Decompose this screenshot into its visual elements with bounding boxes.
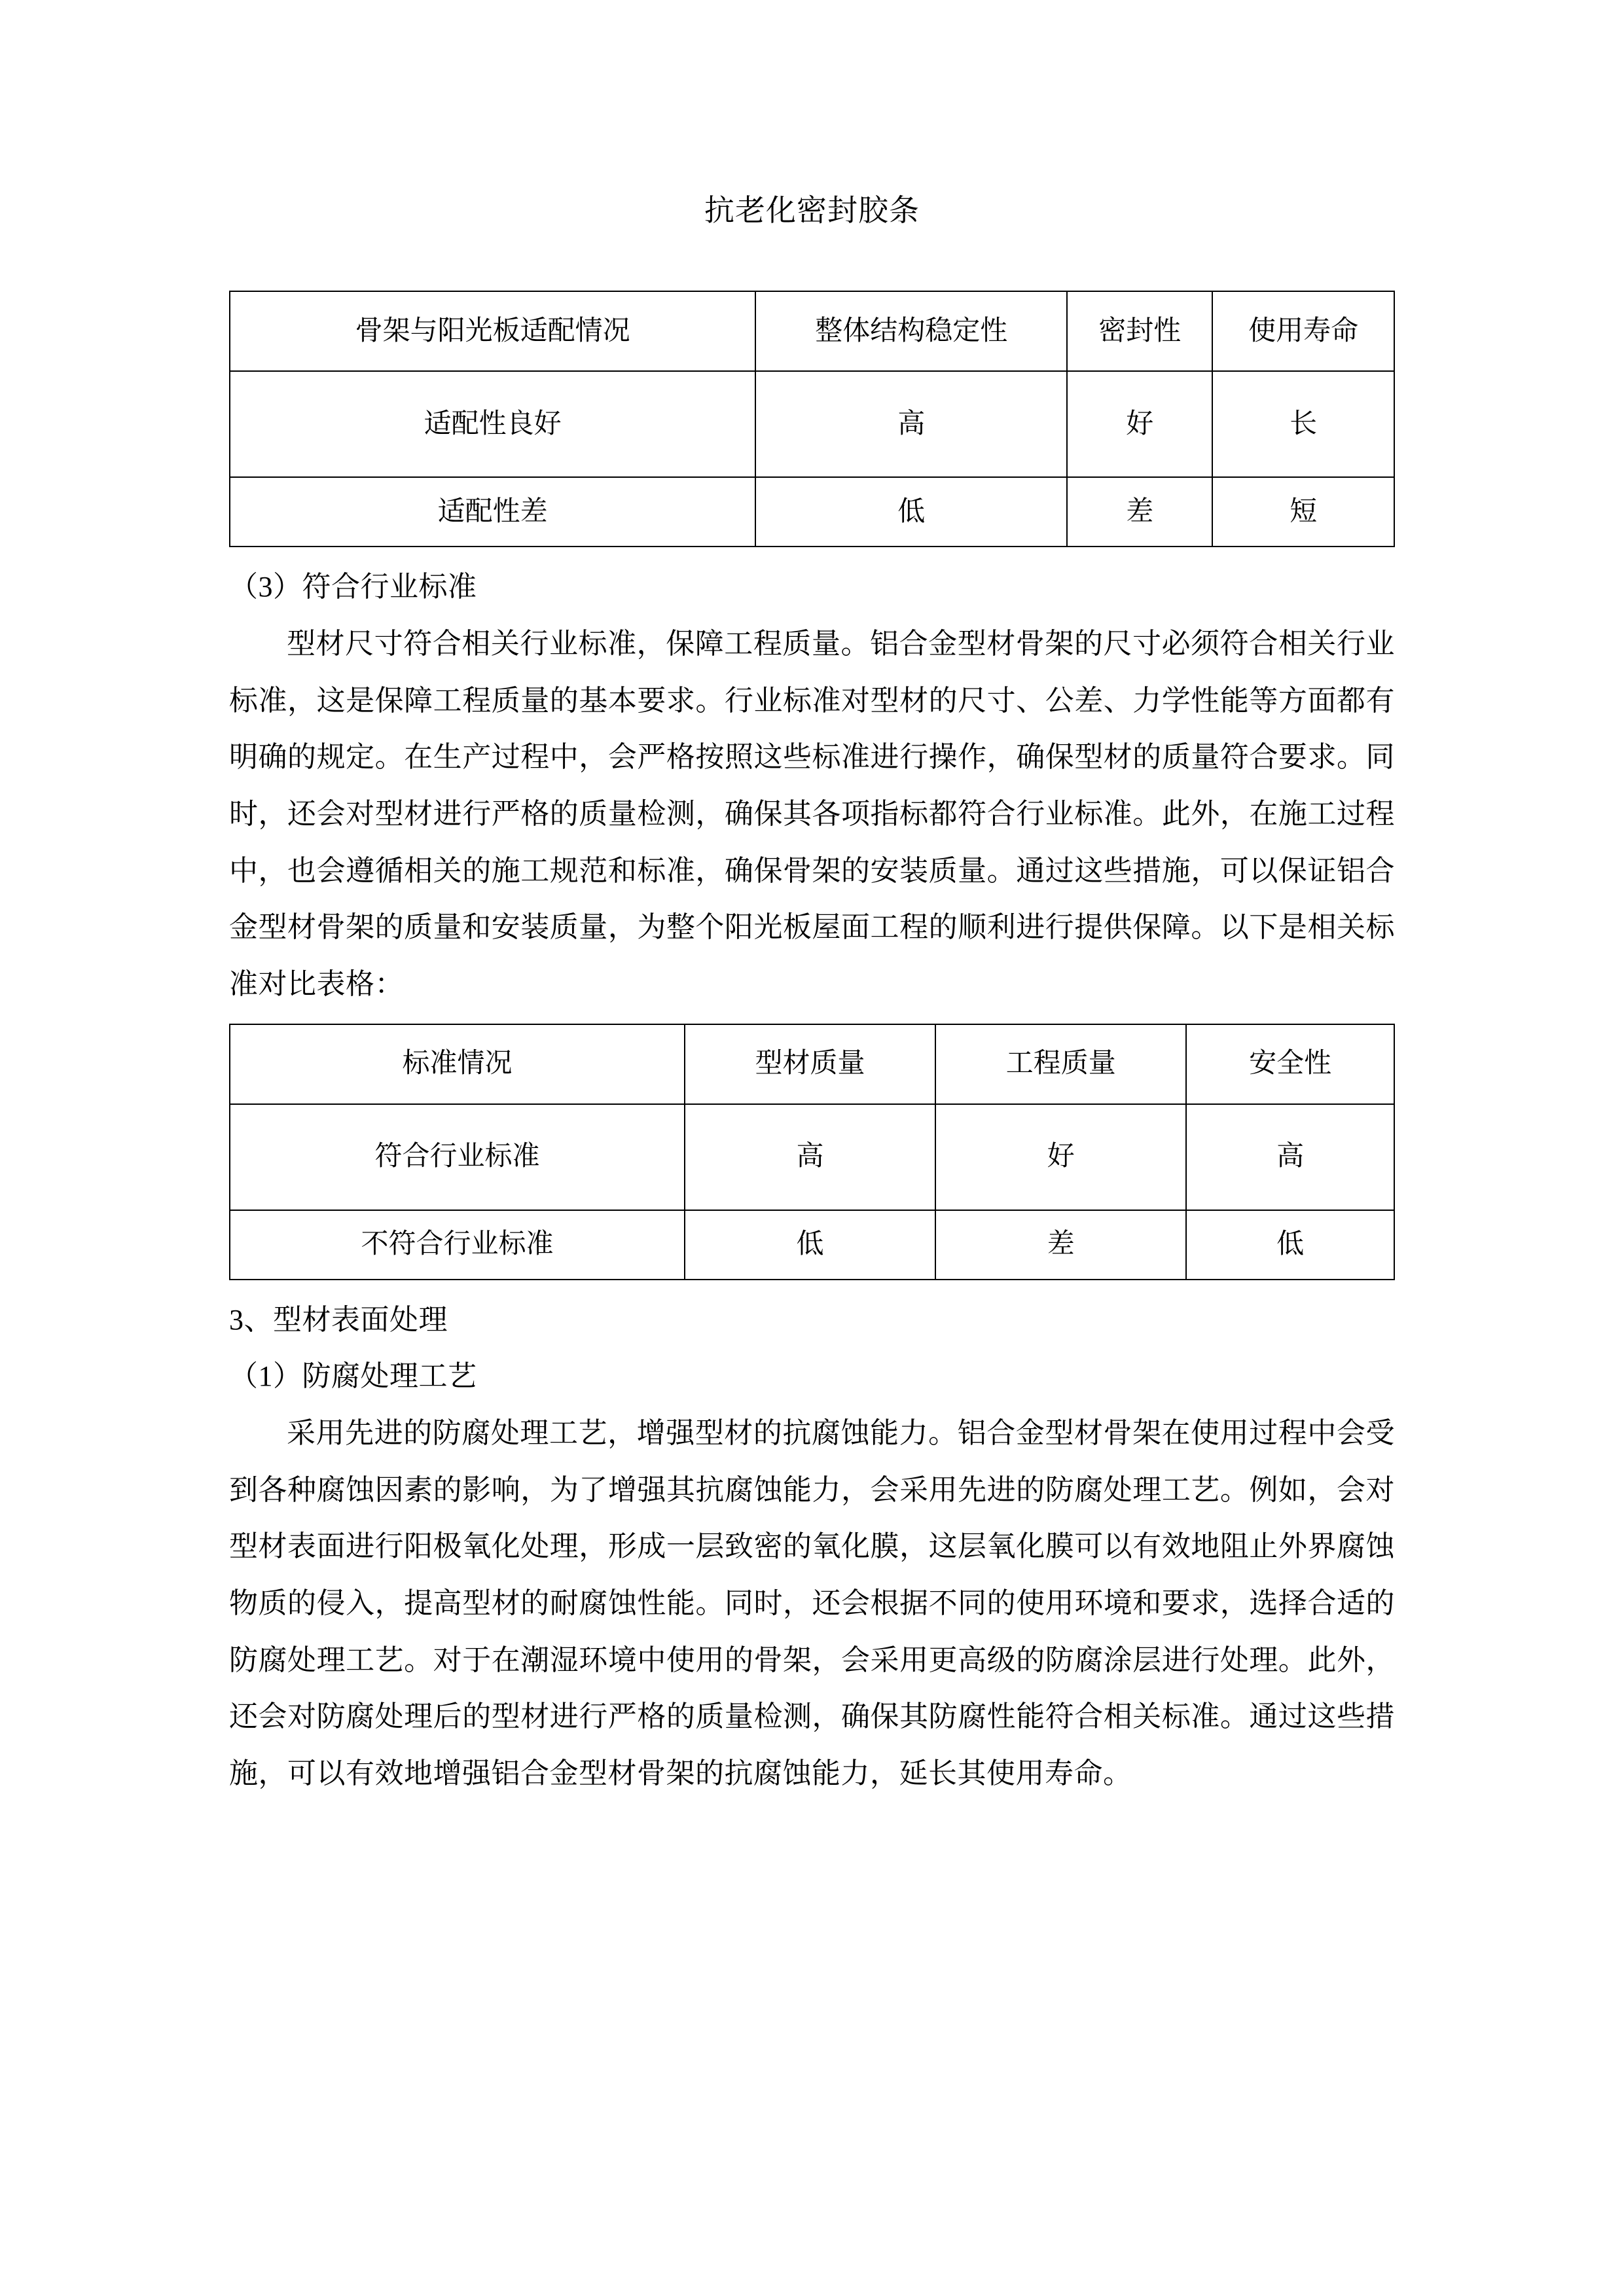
table-row xyxy=(230,477,1394,547)
table-header-cell: 型材质量 xyxy=(685,1024,935,1104)
table-header-cell: 骨架与阳光板适配情况 xyxy=(230,291,755,371)
adaptability-comparison-table xyxy=(229,291,1395,547)
table-header-cell: 工程质量 xyxy=(935,1024,1186,1104)
table-header-cell: 密封性 xyxy=(1067,291,1212,371)
table-header-cell: 标准情况 xyxy=(230,1024,685,1104)
table-cell: 高 xyxy=(1186,1104,1394,1210)
table-cell: 适配性差 xyxy=(230,477,755,547)
table-cell: 低 xyxy=(1186,1210,1394,1280)
table-cell: 低 xyxy=(755,477,1067,547)
spacer xyxy=(229,547,1395,559)
section-heading-surface: 3、型材表面处理 xyxy=(229,1303,448,1336)
table-row xyxy=(230,371,1394,477)
table-header-cell: 安全性 xyxy=(1186,1024,1394,1104)
section-heading-standard: （3）符合行业标准 xyxy=(229,571,477,603)
table-cell: 低 xyxy=(685,1210,935,1280)
table-row xyxy=(230,1104,1394,1210)
subsection-heading-anticorrosion: （1）防腐处理工艺 xyxy=(229,1360,477,1393)
table-cell: 差 xyxy=(935,1210,1186,1280)
table-cell: 长 xyxy=(1212,371,1394,477)
table-cell: 差 xyxy=(1067,477,1212,547)
table-cell: 不符合行业标准 xyxy=(230,1210,685,1280)
table-header-cell: 使用寿命 xyxy=(1212,291,1394,371)
table-cell: 高 xyxy=(755,371,1067,477)
spacer xyxy=(229,1280,1395,1292)
table-cell: 适配性良好 xyxy=(230,371,755,477)
paragraph-standard: 型材尺寸符合相关行业标准，保障工程质量。铝合金型材骨架的尺寸必须符合相关行业标准，这是保障工程质量的基本要求。行业标准对型材的尺寸、公差、力学性能等方面都有明确的规定。在生产过程中，会严格按照这些标准进行操作，确保型材的质量符合要求。同时，还会对型材进行严格的质量检测，确保其各项指标都符合行业标准。此外，在施工过程中，也会遵循相关的施工规范和标准，确保骨架的安装质量。通过这些措施，可以保证铝合金型材骨架的质量和安装质量，为整个阳光板屋面工程的顺利进行提供保障。以下是相关标准对比表格： xyxy=(229,628,1395,1001)
standard-comparison-table xyxy=(229,1024,1395,1280)
table-cell: 符合行业标准 xyxy=(230,1104,685,1210)
table-cell: 短 xyxy=(1212,477,1394,547)
paragraph-anticorrosion: 采用先进的防腐处理工艺，增强型材的抗腐蚀能力。铝合金型材骨架在使用过程中会受到各种腐蚀因素的影响，为了增强其抗腐蚀能力，会采用先进的防腐处理工艺。例如，会对型材表面进行阳极氧化处理，形成一层致密的氧化膜，这层氧化膜可以有效地阻止外界腐蚀物质的侵入，提高型材的耐腐蚀性能。同时，还会根据不同的使用环境和要求，选择合适的防腐处理工艺。对于在潮湿环境中使用的骨架，会采用更高级的防腐涂层进行处理。此外，还会对防腐处理后的型材进行严格的质量检测，确保其防腐性能符合相关标准。通过这些措施，可以有效地增强铝合金型材骨架的抗腐蚀能力，延长其使用寿命。 xyxy=(229,1417,1395,1790)
table-cell: 好 xyxy=(935,1104,1186,1210)
table-row xyxy=(230,1210,1394,1280)
table-cell: 高 xyxy=(685,1104,935,1210)
spacer xyxy=(229,1013,1395,1024)
table-cell: 好 xyxy=(1067,371,1212,477)
table-header-row xyxy=(230,291,1394,371)
table-header-cell: 整体结构稳定性 xyxy=(755,291,1067,371)
table-header-row xyxy=(230,1024,1394,1104)
page-title: 抗老化密封胶条 xyxy=(704,194,920,227)
